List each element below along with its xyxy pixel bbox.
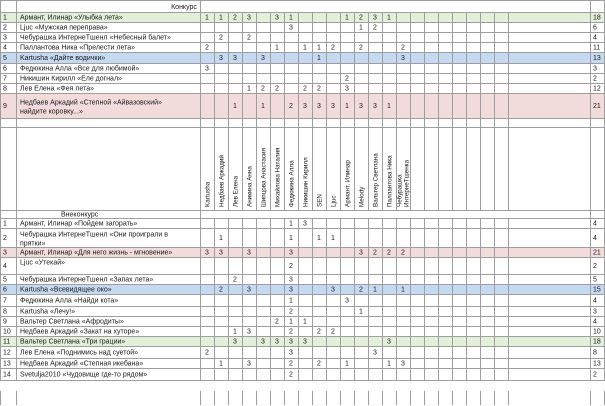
vnekonkurs-row-title: Федюкина Алла «Найди кота»	[20, 297, 119, 305]
vnekonkurs-score-cell: 3	[261, 338, 265, 346]
konkurs-score-cell: 1	[205, 14, 209, 22]
judge-header: Лев Елена	[232, 175, 240, 207]
vnekonkurs-score-cell: 3	[303, 338, 307, 346]
vnekonkurs-score-cell: 3	[289, 249, 293, 257]
konkurs-score-cell: 2	[401, 44, 405, 52]
vnekonkurs-row-title: Чебурашка ИнтернеТшенл «Они проиграли в	[20, 231, 169, 239]
vnekonkurs-row-number: 5	[3, 276, 7, 284]
vnekonkurs-score-cell: 2	[233, 276, 237, 284]
vnekonkurs-score-cell: 2	[401, 249, 405, 257]
konkurs-row-title: Никишин Кирилл «Еле догнал»	[20, 75, 122, 83]
konkurs-score-cell: 2	[219, 34, 223, 42]
vnekonkurs-row-title: Svetulja2010 «Чудовище где-то рядом»	[20, 371, 148, 379]
vnekonkurs-score-cell: 3	[373, 349, 377, 357]
vnekonkurs-score-cell: 1	[289, 297, 293, 305]
vnekonkurs-score-cell: 1	[289, 318, 293, 326]
vnekonkurs-row-number: 9	[3, 318, 7, 326]
konkurs-score-cell: 2	[359, 44, 363, 52]
konkurs-row-title: Лев Елена «Фея лета»	[20, 85, 95, 93]
konkurs-score-cell: 1	[275, 44, 279, 52]
konkurs-score-cell: 3	[233, 55, 237, 63]
konkurs-score-cell: 2	[275, 85, 279, 93]
konkurs-row-title: Паллантова Ника «Прелести лета»	[20, 44, 136, 52]
vnekonkurs-score-cell: 3	[205, 249, 209, 257]
konkurs-score-cell: 3	[359, 103, 363, 111]
vnekonkurs-score-cell: 3	[289, 276, 293, 284]
vnekonkurs-score-cell: 3	[247, 328, 251, 336]
vnekonkurs-score-cell: 2	[331, 328, 335, 336]
judge-header: Ljuc	[330, 195, 338, 207]
vnekonkurs-row-title: Армант, Илинар «Для него жизнь - мгновение»	[20, 249, 173, 257]
vnekonkurs-row-title: Чебурашка ИнтернеТшенл «Запах лета»	[20, 276, 154, 284]
konkurs-score-cell: 3	[331, 103, 335, 111]
judge-header: Паллантова Ника	[386, 155, 394, 207]
vnekonkurs-score-cell: 1	[331, 235, 335, 243]
vnekonkurs-row-number: 2	[3, 235, 7, 243]
vnekonkurs-row-total: 10	[593, 328, 601, 336]
vnekonkurs-score-cell: 2	[289, 328, 293, 336]
konkurs-score-cell: 2	[359, 14, 363, 22]
vnekonkurs-score-cell: 1	[289, 235, 293, 243]
konkurs-row-total: 21	[593, 103, 601, 111]
konkurs-score-cell: 1	[303, 44, 307, 52]
judge-header: SEN	[316, 194, 324, 207]
judge-header: Михайлова Наталия	[274, 147, 282, 207]
konkurs-row-total: 3	[593, 65, 597, 73]
konkurs-score-cell: 3	[289, 24, 293, 32]
vnekonkurs-row-title: Kartusha «Всевидящее око»	[20, 286, 112, 294]
konkurs-score-cell: 2	[345, 75, 349, 83]
vnekonkurs-row-title: Kartusha «Лечу!»	[20, 308, 76, 316]
vnekonkurs-score-cell: 1	[359, 308, 363, 316]
vnekonkurs-row-title: Вальтер Светлана «Афродиты»	[20, 318, 124, 326]
vnekonkurs-score-cell: 1	[233, 328, 237, 336]
vnekonkurs-title: Внеконкурс	[61, 211, 99, 219]
konkurs-row-title-continued: найдите коровку...»	[20, 108, 83, 116]
konkurs-score-cell: 1	[317, 44, 321, 52]
konkurs-row-total: 11	[593, 44, 601, 52]
vnekonkurs-score-cell: 1	[387, 360, 391, 368]
vnekonkurs-score-cell: 1	[289, 220, 293, 228]
vnekonkurs-score-cell: 3	[233, 338, 237, 346]
vnekonkurs-row-total: 13	[593, 360, 601, 368]
vnekonkurs-score-cell: 3	[247, 249, 251, 257]
vnekonkurs-row-number: 10	[3, 328, 11, 336]
vnekonkurs-score-cell: 2	[317, 360, 321, 368]
konkurs-score-cell: 2	[331, 44, 335, 52]
vnekonkurs-row-title: Лев Елена «Поднимись над суетой»	[20, 349, 139, 357]
vnekonkurs-score-cell: 2	[359, 286, 363, 294]
konkurs-row-number: 5	[3, 55, 7, 63]
vnekonkurs-score-cell: 1	[303, 318, 307, 326]
konkurs-score-cell: 1	[345, 103, 349, 111]
vnekonkurs-score-cell: 3	[247, 286, 251, 294]
vnekonkurs-row-total: 21	[593, 249, 601, 257]
konkurs-score-cell: 3	[247, 14, 251, 22]
konkurs-score-cell: 2	[247, 34, 251, 42]
konkurs-score-cell: 1	[261, 103, 265, 111]
konkurs-row-number: 9	[3, 103, 7, 111]
konkurs-score-cell: 3	[317, 103, 321, 111]
konkurs-score-cell: 2	[205, 44, 209, 52]
vnekonkurs-row-number: 8	[3, 308, 7, 316]
konkurs-row-total: 13	[593, 55, 601, 63]
vnekonkurs-row-number: 11	[3, 338, 11, 346]
konkurs-row-title: Чебурашка ИнтернеТшенл «Небесный балет»	[20, 34, 171, 42]
judge-header: Kartusha	[204, 181, 212, 207]
vnekonkurs-score-cell: 2	[289, 263, 293, 271]
vnekonkurs-row-number: 14	[3, 371, 11, 379]
konkurs-row-total: 18	[593, 14, 601, 22]
konkurs-row-number: 4	[3, 44, 7, 52]
judge-header: Вальтер Светлана	[372, 153, 380, 207]
vnekonkurs-row-title: Ljuc «Утекай»	[20, 259, 66, 267]
vnekonkurs-row-total: 15	[593, 286, 601, 294]
vnekonkurs-row-total: 8	[593, 349, 597, 357]
konkurs-score-cell: 3	[303, 103, 307, 111]
konkurs-score-cell: 3	[261, 55, 265, 63]
vnekonkurs-row-total: 2	[593, 371, 597, 379]
vnekonkurs-score-cell: 2	[289, 308, 293, 316]
vnekonkurs-row-title: Вальтер Светлана «Три грации»	[20, 338, 126, 346]
vnekonkurs-score-cell: 1	[345, 360, 349, 368]
vnekonkurs-score-cell: 3	[303, 220, 307, 228]
vnekonkurs-score-cell: 2	[317, 328, 321, 336]
judge-header-continued: ИнтернеТшенка	[403, 159, 411, 207]
konkurs-score-cell: 2	[373, 24, 377, 32]
konkurs-score-cell: 3	[345, 85, 349, 93]
konkurs-score-cell: 3	[373, 103, 377, 111]
konkurs-row-title: Армант, Илинар «Улыбка лета»	[20, 14, 123, 22]
vnekonkurs-score-cell: 2	[373, 249, 377, 257]
judge-header: Никишин Кирилл	[302, 157, 310, 207]
konkurs-row-total: 2	[593, 75, 597, 83]
konkurs-score-cell: 3	[275, 14, 279, 22]
vnekonkurs-row-total: 18	[593, 338, 601, 346]
konkurs-score-cell: 1	[317, 55, 321, 63]
konkurs-row-total: 6	[593, 24, 597, 32]
vnekonkurs-score-cell: 2	[289, 371, 293, 379]
konkurs-score-cell: 2	[317, 85, 321, 93]
judge-header: Чебурашка	[396, 174, 404, 207]
vnekonkurs-score-cell: 2	[289, 360, 293, 368]
vnekonkurs-score-cell: 3	[401, 360, 405, 368]
konkurs-row-title: Недбаев Аркадий «Степной «Айвазовский»	[20, 99, 162, 107]
vnekonkurs-row-total: 3	[593, 308, 597, 316]
konkurs-score-cell: 1	[233, 103, 237, 111]
vnekonkurs-score-cell: 1	[401, 286, 405, 294]
vnekonkurs-score-cell: 2	[219, 286, 223, 294]
vnekonkurs-score-cell: 1	[317, 235, 321, 243]
vnekonkurs-row-title: Недбаев Аркадий «Закат на хуторе»	[20, 328, 140, 336]
vnekonkurs-row-total: 4	[593, 297, 597, 305]
vnekonkurs-row-number: 4	[3, 263, 7, 271]
vnekonkurs-score-cell: 3	[247, 360, 251, 368]
vnekonkurs-score-cell: 1	[219, 235, 223, 243]
konkurs-row-number: 3	[3, 34, 7, 42]
konkurs-row-number: 7	[3, 75, 7, 83]
konkurs-score-cell: 2	[289, 103, 293, 111]
konkurs-row-title: Федюкина Алла «Все для любимой»	[20, 65, 140, 73]
konkurs-score-cell: 1	[289, 14, 293, 22]
konkurs-row-title: Kartusha «Дайте водички»	[20, 55, 106, 63]
konkurs-score-cell: 1	[219, 14, 223, 22]
konkurs-row-number: 2	[3, 24, 7, 32]
vnekonkurs-row-number: 3	[3, 249, 7, 257]
vnekonkurs-score-cell: 1	[373, 286, 377, 294]
judge-header: Шипцова Анастасия	[260, 148, 268, 207]
konkurs-score-cell: 3	[373, 14, 377, 22]
judge-header: Аникина Анна	[246, 166, 254, 207]
konkurs-row-number: 1	[3, 14, 7, 22]
konkurs-title: Конкурс	[171, 4, 197, 11]
vnekonkurs-row-title-continued: прятки»	[20, 240, 46, 248]
vnekonkurs-score-cell: 3	[289, 286, 293, 294]
konkurs-row-number: 8	[3, 85, 7, 93]
vnekonkurs-score-cell: 3	[219, 249, 223, 257]
vnekonkurs-row-number: 1	[3, 220, 7, 228]
vnekonkurs-row-total: 2	[593, 263, 597, 271]
konkurs-score-cell: 3	[219, 55, 223, 63]
vnekonkurs-score-cell: 3	[387, 338, 391, 346]
vnekonkurs-row-number: 7	[3, 297, 7, 305]
konkurs-score-cell: 2	[261, 85, 265, 93]
vnekonkurs-score-cell: 3	[289, 349, 293, 357]
konkurs-score-cell: 1	[247, 85, 251, 93]
vnekonkurs-score-cell: 2	[205, 349, 209, 357]
judge-header: Недбаев Аркадий	[218, 155, 226, 207]
judge-header: Федюкина Алла	[288, 160, 296, 207]
konkurs-score-cell: 3	[205, 65, 209, 73]
vnekonkurs-score-cell: 1	[219, 360, 223, 368]
vnekonkurs-row-number: 12	[3, 349, 11, 357]
konkurs-score-cell: 2	[303, 85, 307, 93]
vnekonkurs-row-total: 4	[593, 220, 597, 228]
konkurs-row-total: 12	[593, 85, 601, 93]
vnekonkurs-row-total: 5	[593, 276, 597, 284]
konkurs-row-total: 4	[593, 34, 597, 42]
konkurs-score-cell: 1	[387, 103, 391, 111]
konkurs-score-cell: 1	[359, 24, 363, 32]
vnekonkurs-score-cell: 3	[275, 338, 279, 346]
vnekonkurs-score-cell: 3	[345, 297, 349, 305]
vnekonkurs-score-cell: 3	[359, 249, 363, 257]
konkurs-row-title: Ljuc «Мужская переправа»	[20, 24, 108, 32]
vnekonkurs-score-cell: 3	[331, 286, 335, 294]
judge-header: Melody	[358, 186, 366, 207]
vnekonkurs-score-cell: 2	[275, 318, 279, 326]
konkurs-score-cell: 1	[387, 14, 391, 22]
konkurs-score-cell: 1	[345, 14, 349, 22]
vnekonkurs-score-cell: 3	[289, 338, 293, 346]
konkurs-score-cell: 3	[401, 55, 405, 63]
vnekonkurs-row-title: Армант, Илинар «Пойдем загорать»	[20, 220, 138, 228]
vnekonkurs-row-number: 13	[3, 360, 11, 368]
vnekonkurs-row-number: 6	[3, 286, 7, 294]
judge-header: Армант, Илинар	[344, 160, 352, 207]
vnekonkurs-row-total: 4	[593, 318, 597, 326]
vnekonkurs-score-cell: 2	[387, 249, 391, 257]
konkurs-row-number: 6	[3, 65, 7, 73]
vnekonkurs-row-title: Недбаев Аркадий «Степная икебана»	[20, 360, 144, 368]
konkurs-score-cell: 2	[233, 14, 237, 22]
vnekonkurs-row-total: 4	[593, 235, 597, 243]
